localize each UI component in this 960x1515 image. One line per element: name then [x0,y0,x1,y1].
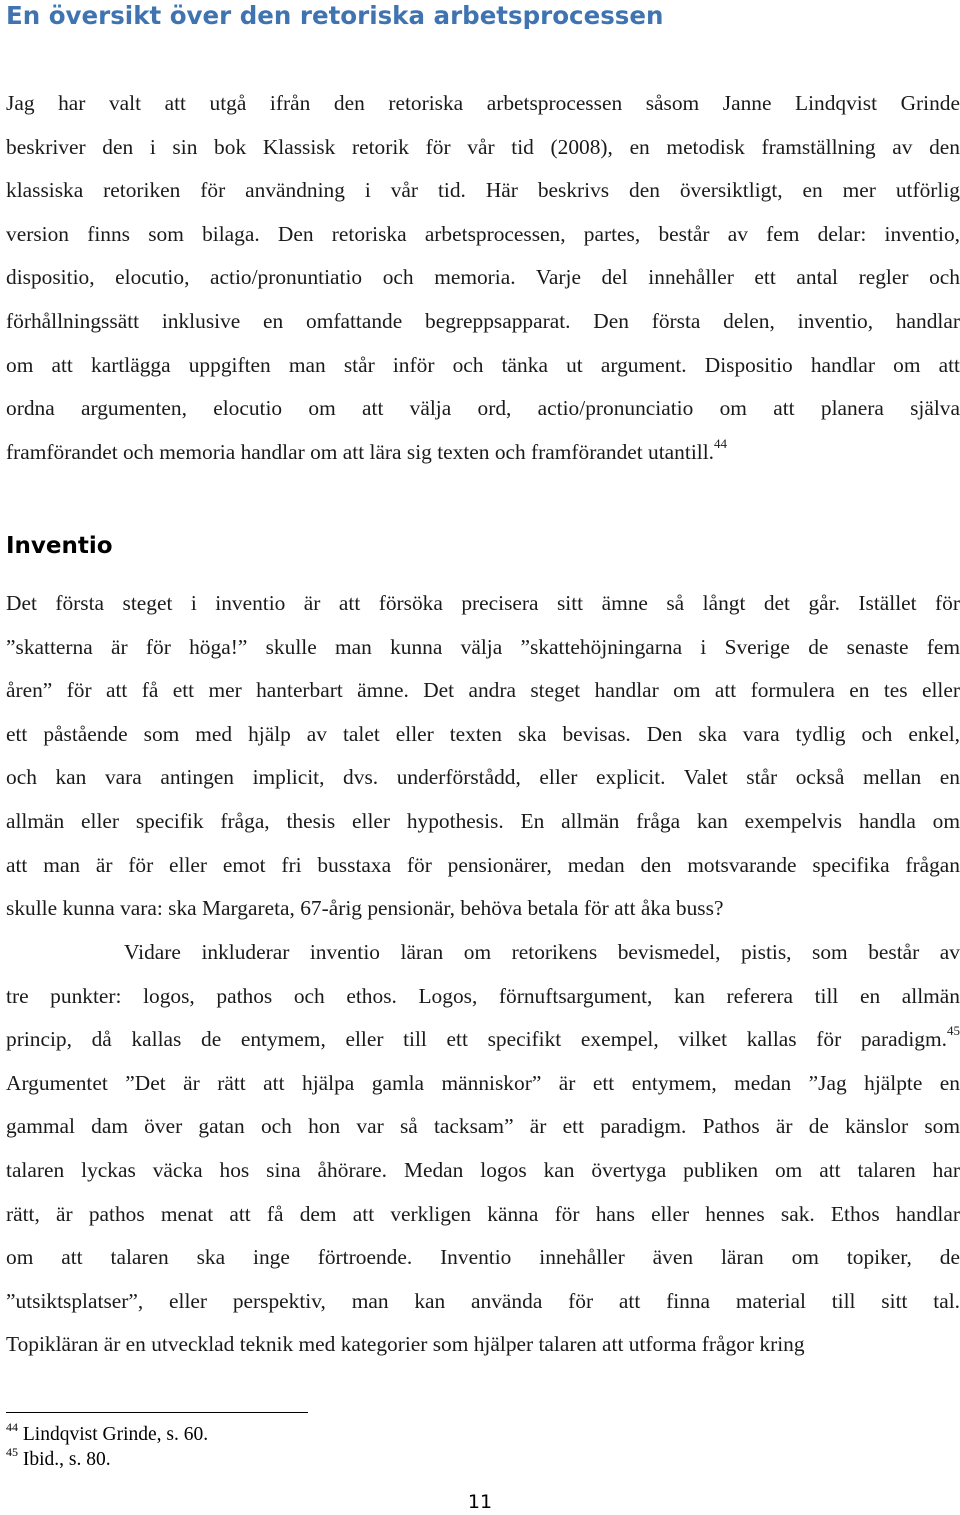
text-line: beskriver den i sin bok Klassisk retorik för vår tid (2008), en metodisk framställning av den [6,134,960,159]
text-line: om att kartlägga uppgiften man står inför och tänka ut argument. Dispositio handlar om att [6,352,960,377]
inventio-paragraph-1 [6,582,960,931]
text-line: att man är för eller emot fri busstaxa för pensionärer, medan den motsvarande specifika frågan [6,852,960,877]
footnote-item [6,1444,208,1472]
text-line: dispositio, elocutio, actio/pronuntiatio och memoria. Varje del innehåller ett antal regler och [6,265,960,290]
page-title: En översikt över den retoriska arbetsprocessen [6,1,664,30]
text-line: framförandet och memoria handlar om att lära sig texten och framförandet utantill.$^{44}$ [6,435,727,464]
footnotes [6,1419,209,1472]
text-line: skulle kunna vara: ska Margareta, 67-årig pensionär, behöva betala för att åka buss? [6,896,724,921]
text-line: rätt, är pathos menat att få dem att verkligen känna för hans eller hennes sak. Ethos handlar [6,1201,960,1226]
footnote-reference: 44 [714,435,727,451]
text-line: talaren lyckas väcka hos sina åhörare. Medan logos kan övertyga publiken om att talaren har [6,1157,960,1182]
footnote-number: 44 [6,1419,18,1434]
section-heading-inventio: Inventio [6,533,113,559]
text-line: och kan vara antingen implicit, dvs. underförstådd, eller explicit. Valet står också mellan en [6,765,960,790]
footnote-text: Lindqvist Grinde, s. 60. [18,1424,209,1445]
text-line: Det första steget i inventio är att försöka precisera sitt ämne så långt det går. Istället för [6,591,960,615]
footnote-item [6,1419,209,1447]
footnote-separator [6,1412,308,1413]
text-line: ”skatterna är för höga!” skulle man kunna välja ”skattehöjningarna i Sverige de senaste fem [6,634,960,659]
page-number: 11 [467,1491,493,1513]
text-line: Jag har valt att utgå ifrån den retoriska arbetsprocessen såsom Janne Lindqvist Grinde [6,91,960,115]
text-line: Topikläran är en utvecklad teknik med kategorier som hjälper talaren att utforma frågor kring [6,1332,805,1357]
text-line: om att talaren ska inge förtroende. Inventio innehåller även läran om topiker, de [6,1245,960,1270]
text-line: version finns som bilaga. Den retoriska arbetsprocessen, partes, består av fem delar: inventio, [6,221,960,246]
text-line: tre punkter: logos, pathos och ethos. Logos, förnuftsargument, kan referera till en allmän [6,983,960,1008]
text-line: ordna argumenten, elocutio om att välja ord, actio/pronunciatio om att planera själva [6,396,960,421]
text-line: förhållningssätt inklusive en omfattande begreppsapparat. Den första delen, inventio, handlar [6,308,960,333]
footnote-number: 45 [6,1444,18,1459]
text-line: allmän eller specifik fråga, thesis eller hypothesis. En allmän fråga kan exempelvis handla om [6,808,960,833]
text-line: ”utsiktsplatser”, eller perspektiv, man kan använda för att finna material till sitt tal. [6,1288,960,1313]
text-line: klassiska retoriken för användning i vår tid. Här beskrivs den översiktligt, en mer utförlig [6,178,960,203]
text-line: princip, då kallas de entymem, eller till ett specifikt exempel, vilket kallas för paradigm.$^{45}$ [6,1023,960,1052]
intro-paragraph [6,82,960,474]
text-line: ett påstående som med hjälp av talet eller texten ska bevisas. Den ska vara tydlig och enkel, [6,721,960,746]
footnote-reference: 45 [947,1023,960,1039]
footnote-text: Ibid., s. 80. [18,1449,111,1470]
text-line: Argumentet ”Det är rätt att hjälpa gamla människor” är ett entymem, medan ”Jag hjälpte en [6,1070,960,1095]
text-line: åren” för att få ett mer hanterbart ämne. Det andra steget handlar om att formulera en tes eller [6,678,960,703]
text-line: Vidare inkluderar inventio läran om retorikens bevismedel, pistis, som består av [124,940,960,964]
inventio-paragraph-2 [6,931,960,1367]
text-line: gammal dam över gatan och hon var så tacksam” är ett paradigm. Pathos är de känslor som [6,1114,960,1139]
